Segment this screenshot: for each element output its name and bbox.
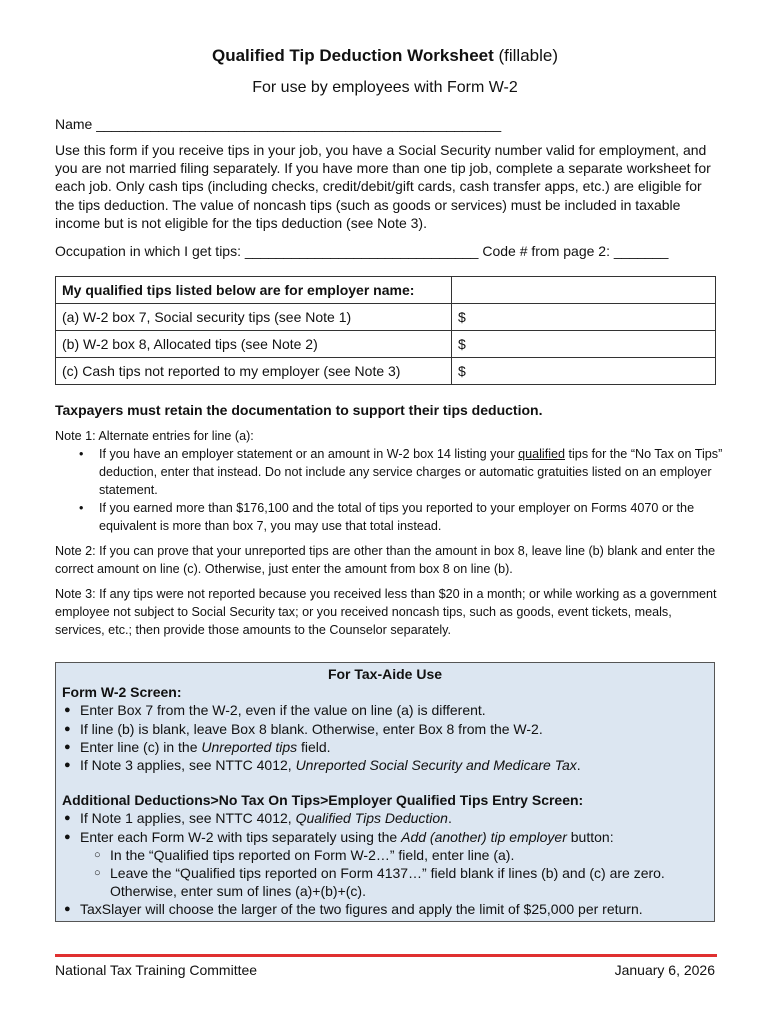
page-title [0,46,770,66]
row-a-amount-input[interactable]: $ [452,304,716,331]
w2-4-italic: Unreported Social Security and Medicare Tax [295,757,577,774]
page-subtitle: For use by employees with Form W-2 [252,79,518,96]
ad-1-italic: Qualified Tips Deduction [295,810,448,827]
w2-4-text: If Note 3 applies, see NTTC 4012, [80,757,296,774]
note-1-list [55,445,723,535]
retain-notice: Taxpayers must retain the documentation to support their tips deduction. [55,402,543,418]
tips-table-header-row [56,277,716,304]
list-item: • If you earned more than $176,100 and the total of tips you reported to your employer on Forms 4070 or the equivalent is more than box 7, you may use that total instead. [99,499,723,535]
w2-3-italic: Unreported tips [201,738,298,755]
note-1-bullet-1-text: If you have an employer statement or an amount in W-2 box 14 listing your [99,447,519,461]
tax-aide-title: For Tax-Aide Use [327,666,443,682]
list-item [99,445,723,499]
list-item: ● If line (b) is blank, leave Box 8 blank. Otherwise, enter Box 8 from the W-2. [80,720,708,738]
title-suffix: (fillable) [493,46,559,65]
list-item: ● TaxSlayer will choose the larger of the two figures and apply the limit of $25,000 per return. [80,900,708,918]
w2-3-rest: field. [297,738,331,755]
list-item: ● Enter Box 7 from the W-2, even if the value on line (a) is different. [80,701,708,719]
note-3: Note 3: If any tips were not reported because you received less than $20 in a month; or while working as a government employee not subject to Social Security tax; or you received noncash tips, such as goods, event tickets, meals, services, etc.; then provide those amounts to the Counselor separately. [55,587,717,637]
additional-deductions-list [62,809,708,918]
w2-4-rest: . [576,757,581,774]
tax-aide-box [55,662,715,922]
list-item [80,738,708,756]
w2-3-text: Enter line (c) in the [80,738,202,755]
note-2: Note 2: If you can prove that your unreported tips are other than the amount in box 8, leave line (b) blank and enter the correct amount on line (c). Otherwise, just enter the amount from box 8 on line (b). [55,544,716,576]
w2-screen-heading: Form W-2 Screen: [62,684,182,701]
spacer [62,774,708,791]
ad-2-sublist [80,846,708,901]
w2-screen-list [62,701,708,774]
name-field[interactable]: Name ____________________________________________________ [55,116,502,132]
intro-paragraph: Use this form if you receive tips in your job, you have a Social Security number valid for employment, and you are not married filing separately. If you have more than one tip job, complete a separate worksheet for each job. Only cash tips (including checks, credit/debit/gift cards, cash transfer apps, etc.) are eligible for the tips deduction. The value of noncash tips (such as goods or services) must be included in taxable income but is not eligible for the tips deduction (see Note 3). [55,142,711,231]
additional-deductions-heading: Additional Deductions>No Tax On Tips>Employer Qualified Tips Entry Screen: [62,792,584,809]
list-item [80,809,708,827]
table-row [56,358,716,385]
row-b-amount-input[interactable]: $ [452,331,716,358]
row-c-label: (c) Cash tips not reported to my employer (see Note 3) [56,358,452,385]
ad-2-text: Enter each Form W-2 with tips separately using the [80,828,402,845]
footer-rule [55,954,717,957]
employer-name-label: My qualified tips listed below are for employer name: [56,277,452,304]
footer-organization: National Tax Training Committee [55,962,258,978]
list-item: ○ In the “Qualified tips reported on Form W-2…” field, enter line (a). [110,846,708,864]
ad-1-rest: . [447,810,452,827]
table-row [56,304,716,331]
table-row [56,331,716,358]
qualified-underlined: qualified [518,447,566,461]
note-1 [55,427,723,535]
row-a-label: (a) W-2 box 7, Social security tips (see Note 1) [56,304,452,331]
ad-2-italic: Add (another) tip employer [401,828,567,845]
row-b-label: (b) W-2 box 8, Allocated tips (see Note 2) [56,331,452,358]
list-item: ○ Leave the “Qualified tips reported on Form 4137…” field blank if lines (b) and (c) are zero. Otherwise, enter sum of lines (a)+(b)+(c). [110,864,708,900]
note-1-intro: Note 1: Alternate entries for line (a): [55,429,254,443]
list-item [80,756,708,774]
footer-date: January 6, 2026 [614,962,715,978]
note-1-bullet-1-rest: tips for the “No Tax on Tips” deduction, enter that instead. Do not include any service charges or automatic gratuities listed on an employer statement. [99,447,723,497]
ad-2-rest: button: [566,828,614,845]
list-item [80,828,708,901]
occupation-field[interactable]: Occupation in which I get tips: ______________________________ Code # from page 2: _______ [55,243,669,259]
ad-1-text: If Note 1 applies, see NTTC 4012, [80,810,296,827]
row-c-amount-input[interactable]: $ [452,358,716,385]
title-bold: Qualified Tip Deduction Worksheet [211,46,494,65]
tips-table [55,276,716,385]
employer-name-input[interactable] [452,277,716,304]
